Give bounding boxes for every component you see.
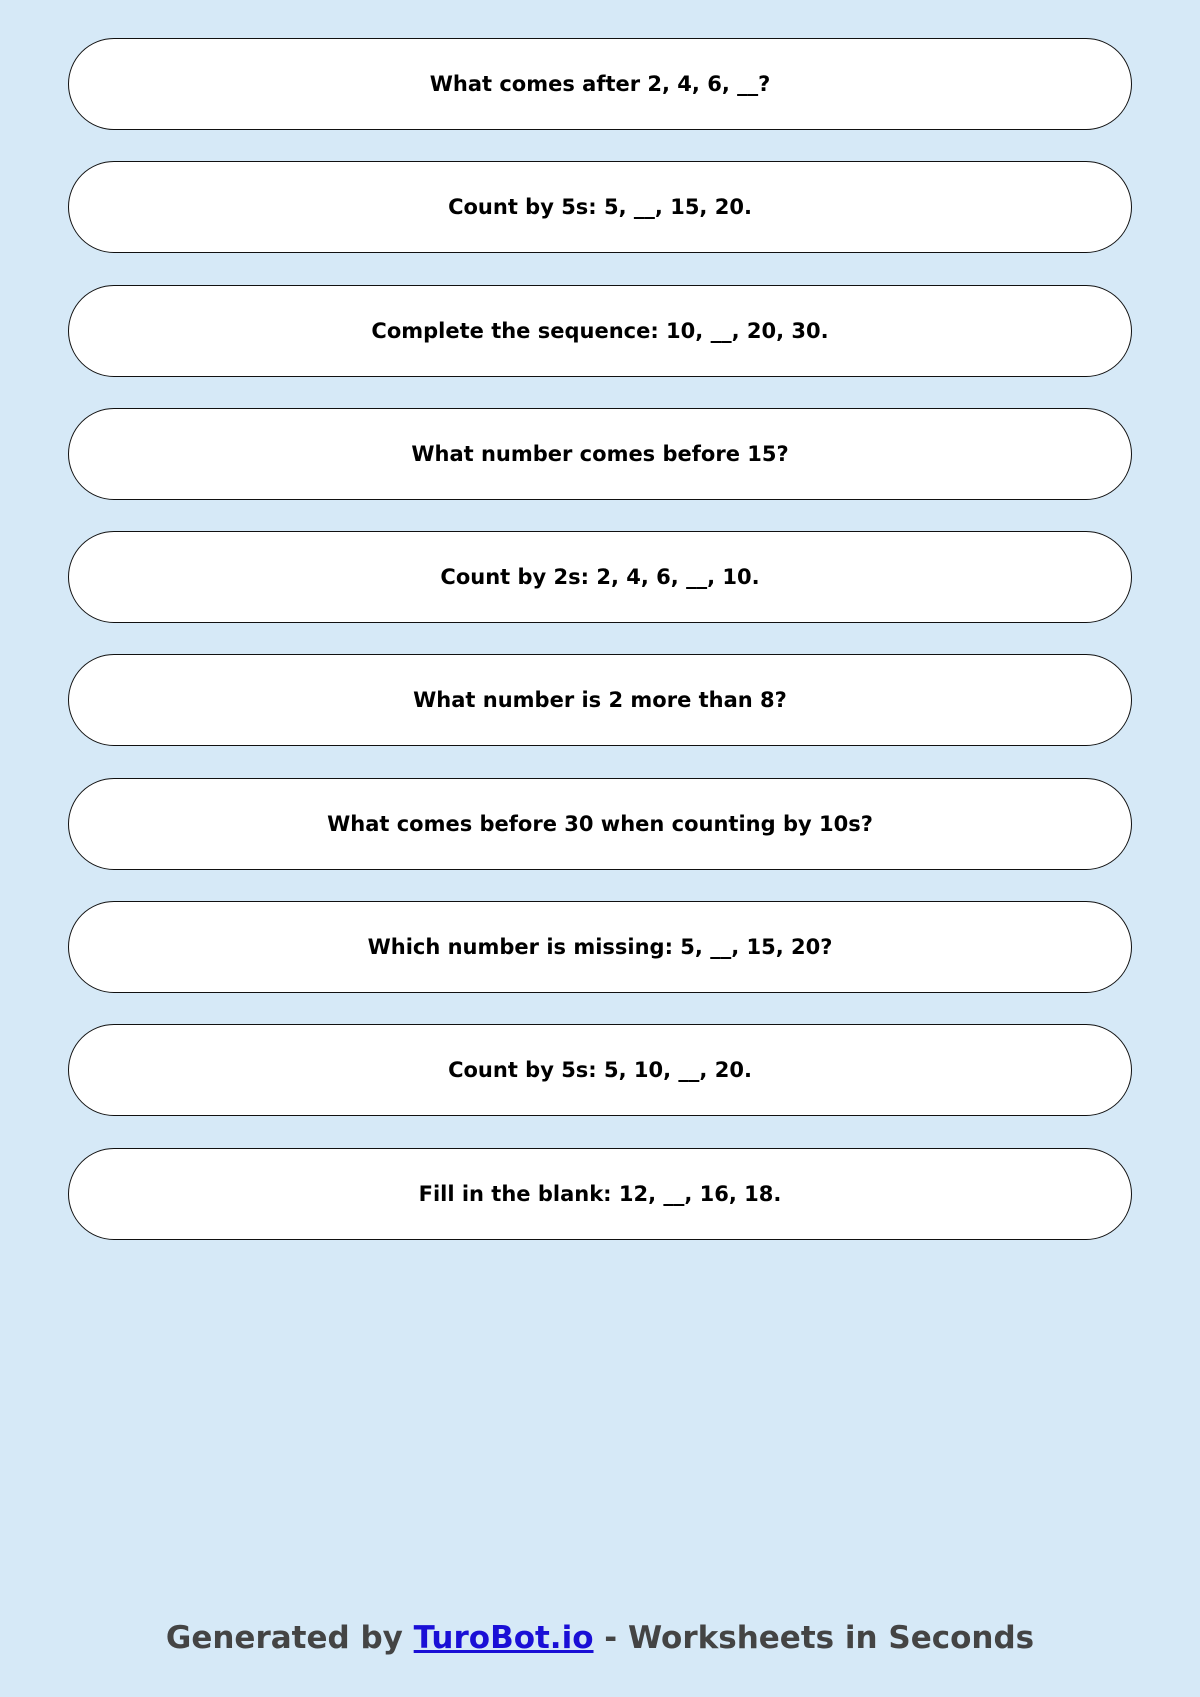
question-box [68, 161, 1132, 253]
question-box [68, 778, 1132, 870]
question-box [68, 531, 1132, 623]
question-text: What comes after 2, 4, 6, __? [429, 72, 771, 96]
question-list [68, 38, 1132, 1271]
question-text: Count by 2s: 2, 4, 6, __, 10. [440, 565, 760, 590]
turobot-link[interactable]: TuroBot.io [413, 1620, 594, 1656]
footer-credit [0, 1620, 1200, 1656]
question-box [68, 408, 1132, 500]
question-box [68, 1024, 1132, 1116]
question-box [68, 1148, 1132, 1240]
question-box [68, 38, 1132, 130]
question-text: What comes before 30 when counting by 10s? [327, 811, 873, 836]
question-text: Fill in the blank: 12, __, 16, 18. [418, 1181, 782, 1206]
question-text: What number is 2 more than 8? [413, 688, 787, 713]
question-text: What number comes before 15? [411, 441, 789, 466]
footer-prefix: Generated by [165, 1620, 414, 1656]
question-box [68, 285, 1132, 377]
question-text: Count by 5s: 5, 10, __, 20. [448, 1058, 752, 1083]
question-text: Complete the sequence: 10, __, 20, 30. [371, 318, 829, 343]
question-box [68, 654, 1132, 746]
question-box [68, 901, 1132, 993]
question-text: Count by 5s: 5, __, 15, 20. [448, 195, 752, 220]
question-text: Which number is missing: 5, __, 15, 20? [367, 935, 833, 960]
footer-suffix: - Worksheets in Seconds [593, 1620, 1035, 1656]
